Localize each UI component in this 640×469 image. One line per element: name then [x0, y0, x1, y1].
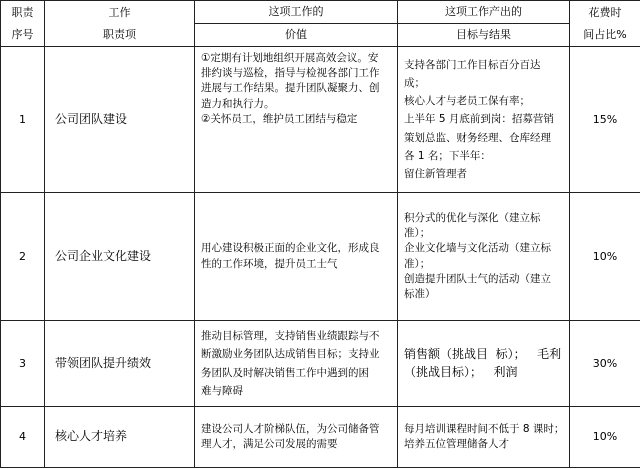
value-cell [195, 321, 398, 407]
result-line: 成； [404, 77, 425, 90]
header-result-line1: 这项工作产出的 [445, 5, 522, 18]
header-seq [1, 1, 45, 47]
duty-item: 公司企业文化建设 [45, 193, 195, 321]
header-value-line2: 价值 [195, 23, 397, 46]
value-cell [195, 407, 398, 468]
time-percent: 30% [570, 321, 640, 407]
header-value-line1: 这项工作的 [268, 5, 324, 18]
value-line: 难与障碍 [201, 384, 243, 397]
header-duty [45, 1, 195, 47]
result-cell [398, 193, 570, 321]
result-line: 各 1 名；下半年： [404, 149, 491, 162]
value-line: 推动目标管理，支持销售业绩跟踪与不 [201, 329, 380, 342]
value-cell [195, 47, 398, 193]
value-line: 务团队及时解决销售工作中遇到的困 [201, 366, 369, 379]
result-line: 每月培训课程时间不低于 8 课时； [404, 422, 565, 435]
value-line: ②关怀员工，维护员工团结与稳定 [201, 112, 358, 125]
value-line: 造力和执行力。 [201, 97, 275, 110]
result-line: 策划总监、财务经理、仓库经理 [404, 131, 551, 144]
result-line: 标准） [404, 287, 436, 300]
value-line: 进展与工作结果。提升团队凝聚力、创 [201, 82, 380, 95]
header-duty-line2: 职责项 [103, 27, 136, 41]
row-number: 4 [1, 407, 45, 468]
value-line: 性的工作环境，提升员工士气 [201, 257, 338, 270]
result-line: 积分式的优化与深化（建立标 [404, 211, 541, 224]
table-row [1, 407, 640, 468]
time-percent: 15% [570, 47, 640, 193]
header-result-line2: 目标与结果 [398, 23, 569, 46]
row-number: 2 [1, 193, 45, 321]
value-cell [195, 193, 398, 321]
result-line: 创造提升团队士气的活动（建立 [404, 272, 551, 285]
value-line: ①定期有计划地组织开展高效会议。安 [201, 52, 379, 64]
row-number: 3 [1, 321, 45, 407]
value-line: 理人才，满足公司发展的需要 [201, 438, 338, 450]
value-line: 排约谈与巡检，指导与检视各部门工作 [201, 67, 380, 80]
result-line: 留住新管理者 [404, 167, 467, 180]
value-line: 断激励业务团队达成销售目标；支持业 [201, 348, 380, 361]
result-line: （挑战目标）； 利润 [404, 364, 518, 379]
result-line: 上半年 5 月底前到岗：招募营销 [404, 113, 554, 126]
value-line: 建设公司人才阶梯队伍，为公司储备管 [201, 422, 380, 435]
header-time [570, 1, 640, 47]
header-time-line2: 间占比% [583, 27, 627, 41]
duty-item: 核心人才培养 [45, 407, 195, 468]
result-line: 支持各部门工作目标百分百达 [404, 59, 541, 72]
time-percent: 10% [570, 407, 640, 468]
result-cell [398, 321, 570, 407]
table-row [1, 321, 640, 407]
result-cell [398, 407, 570, 468]
header-duty-line1: 工作 [108, 5, 131, 19]
result-line: 准）； [404, 227, 431, 240]
header-time-line1: 花费时 [588, 5, 622, 19]
table-row [1, 47, 640, 193]
header-seq-line1: 职责 [11, 5, 34, 19]
result-line: 销售额（挑战目 标）； 毛利 [404, 347, 562, 362]
header-row [1, 1, 640, 47]
duty-item: 公司团队建设 [45, 47, 195, 193]
result-line: 培养五位管理储备人才 [404, 438, 509, 450]
header-value [195, 1, 398, 47]
result-cell [398, 47, 570, 193]
row-number: 1 [1, 47, 45, 193]
value-line: 用心建设积极正面的企业文化，形成良 [201, 242, 380, 255]
time-percent: 10% [570, 193, 640, 321]
header-seq-line2: 序号 [11, 27, 34, 41]
result-line: 核心人才与老员工保有率； [404, 95, 530, 108]
result-line: 准）； [404, 257, 431, 270]
table-row [1, 193, 640, 321]
header-result [398, 1, 570, 47]
result-line: 企业文化墙与文化活动（建立标 [404, 242, 551, 255]
duty-item: 带领团队提升绩效 [45, 321, 195, 407]
